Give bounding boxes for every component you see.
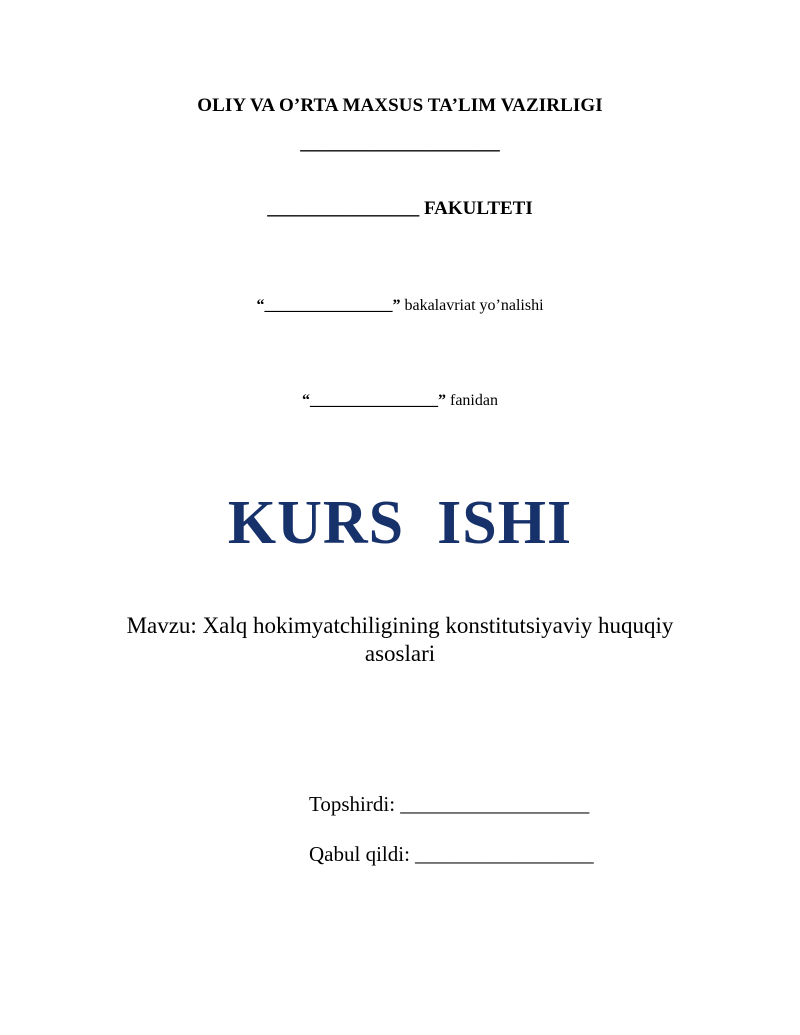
faculty-line — [0, 198, 800, 220]
faculty-label: FAKULTETI — [423, 198, 533, 219]
document-title: KURS ISHI — [227, 489, 573, 557]
direction-open-quote: “ — [256, 297, 265, 314]
accepted-line — [309, 842, 594, 867]
topic-block — [0, 612, 800, 668]
submitted-blank: __________________ — [400, 792, 590, 816]
subject-blank: ________________ — [310, 392, 438, 409]
subject-line — [0, 392, 800, 410]
ministry-heading: OLIY VA O’RTA MAXSUS TA’LIM VAZIRLIGI — [197, 95, 603, 116]
direction-line — [0, 297, 800, 315]
direction-blank: ________________ — [264, 297, 393, 314]
direction-label: bakalavriat yo’nalishi — [404, 297, 544, 314]
subject-close-quote: ” — [438, 392, 446, 409]
subject-label: fanidan — [450, 392, 498, 409]
faculty-blank: ________________ — [267, 198, 420, 219]
submitted-line — [309, 792, 589, 817]
subject-open-quote: “ — [302, 392, 310, 409]
accepted-label: Qabul qildi: — [309, 842, 410, 866]
university-blank-line: _____________________ — [300, 133, 500, 154]
direction-close-quote: ” — [392, 297, 401, 314]
submitted-label: Topshirdi: — [309, 792, 396, 816]
topic-text: Mavzu: Xalq hokimyatchiligining konstitutsiyaviy huquqiy asoslari — [126, 613, 674, 666]
accepted-blank: _________________ — [415, 842, 594, 866]
